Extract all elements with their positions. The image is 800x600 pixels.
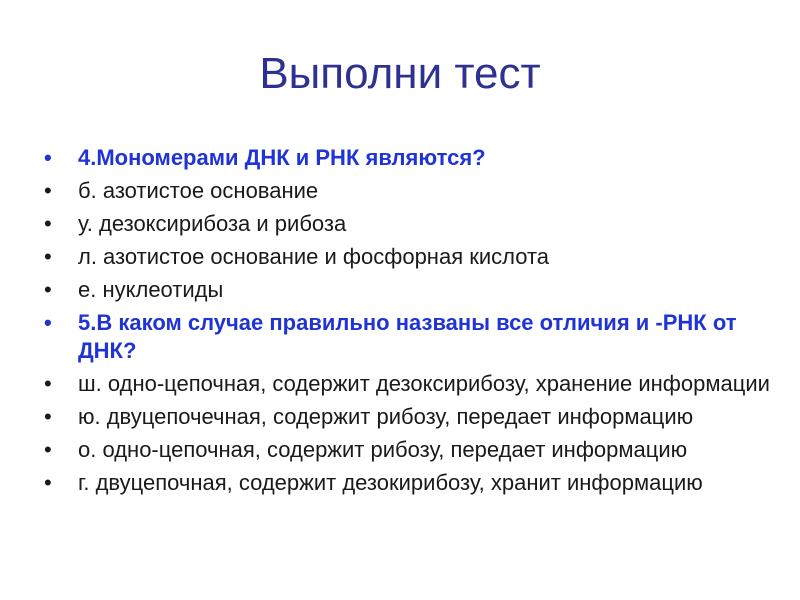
item-text: ш. одно-цепочная, содержит дезоксирибозу, хранение информации [78, 371, 770, 396]
bullet-icon: • [44, 178, 52, 203]
test-list [40, 144, 780, 502]
bullet-icon: • [44, 244, 52, 269]
bullet-icon: • [44, 437, 52, 462]
item-text: 5.В каком случае правильно названы все отличия и -РНК от ДНК? [78, 310, 737, 363]
bullet-icon: • [44, 404, 52, 429]
list-item-question-5 [40, 309, 780, 365]
list-item-answer [40, 276, 780, 304]
list-item-answer [40, 403, 780, 431]
bullet-icon: • [44, 470, 52, 495]
item-text: о. одно-цепочная, содержит рибозу, передает информацию [78, 437, 688, 462]
item-text: л. азотистое основание и фосфорная кислота [78, 244, 550, 269]
list-item-answer [40, 469, 780, 497]
bullet-icon: • [44, 371, 52, 396]
bullet-icon: • [44, 310, 52, 335]
item-text: б. азотистое основание [78, 178, 319, 203]
list-item-answer [40, 210, 780, 238]
item-text: 4.Мономерами ДНК и РНК являются? [78, 145, 486, 170]
item-text: у. дезоксирибоза и рибоза [78, 211, 347, 236]
list-item-answer [40, 370, 780, 398]
bullet-icon: • [44, 145, 52, 170]
item-text: ю. двуцепочечная, содержит рибозу, передает информацию [78, 404, 694, 429]
bullet-icon: • [44, 211, 52, 236]
bullet-icon: • [44, 277, 52, 302]
slide-title: Выполни тест [259, 49, 541, 98]
list-item-answer [40, 243, 780, 271]
list-item-question-4 [40, 144, 780, 172]
list-item-answer [40, 436, 780, 464]
list-item-answer [40, 177, 780, 205]
item-text: е. нуклеотиды [78, 277, 224, 302]
item-text: г. двуцепочная, содержит дезокирибозу, хранит информацию [78, 470, 703, 495]
